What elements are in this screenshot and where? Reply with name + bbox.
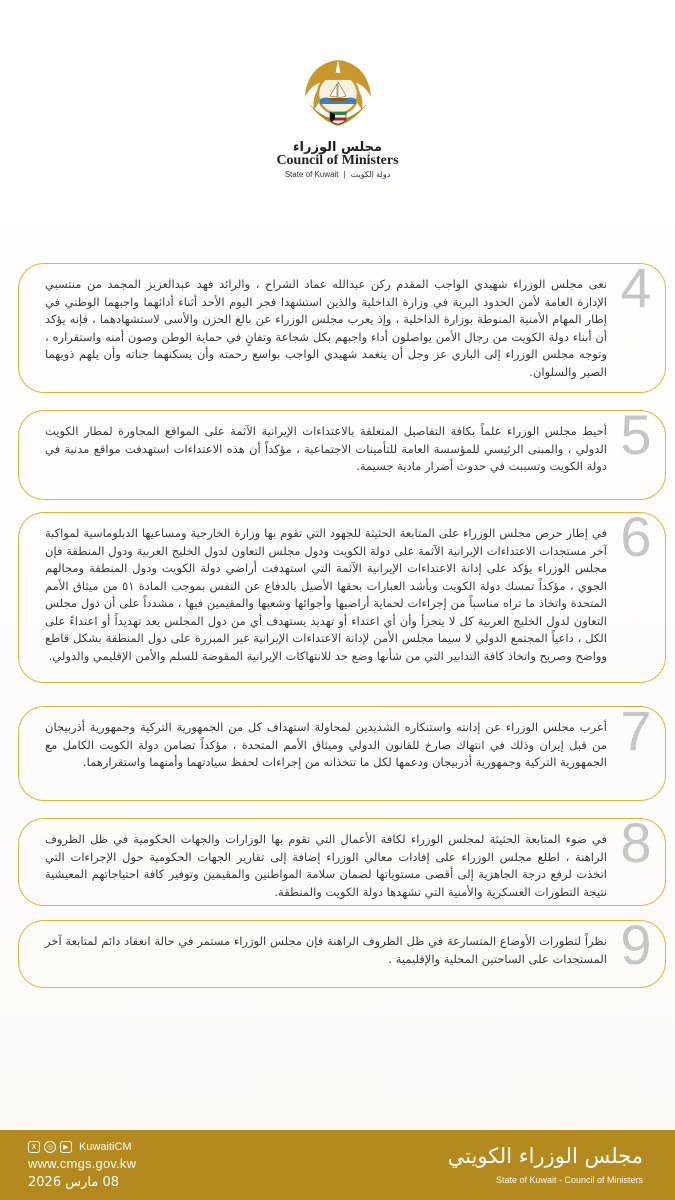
x-icon[interactable]: X	[28, 1141, 40, 1153]
header-title-ar: مجلس الوزراء	[292, 140, 383, 155]
footer-bar	[0, 1130, 675, 1200]
footer-title-ar: مجلس الوزراء الكويتي	[447, 1144, 643, 1168]
social-links	[28, 1141, 132, 1153]
header-state-en: State of Kuwait	[284, 170, 339, 179]
item-text: نعى مجلس الوزراء شهيدي الواجب المقدم ركن عبدالله عماد الشراح ، والرائد فهد عبدالعزيز المجمد من منتسبي الإدارة العامة لأمن الحدود البرية في وزارة الداخلية والذين استشهدا فجر اليوم الأحد أثناء أدائهما واجبهما الوطني في إطار المهام الأمنية المنوطة بوزارة الداخلية ، وإذ يعرب مجلس الوزراء عن بالغ الحزن والأسى لاستشهادهما ، فإنه يؤكد أن أبناء دولة الكويت من رجال الأمن يواصلون أداء واجبهم بكل شجاعة وتفانٍ في حماية الوطن وصون أمنه واستقراره ، وتوجه مجلس الوزراء إلى الباري عز وجل أن يتغمد شهيدي الواجب بواسع رحمته وأن يسكنهما جناته وأن يلهم ذويهما الصبر والسلوان.	[45, 277, 607, 379]
item-number: 8	[620, 811, 652, 874]
item-number: 4	[620, 256, 652, 319]
item-number: 6	[620, 505, 652, 568]
header-title-en: Council of Ministers	[276, 153, 399, 168]
header-separator: |	[343, 170, 346, 179]
item-text: في إطار حرص مجلس الوزراء على المتابعة الحثيثة للجهود التي تقوم بها وزارة الخارجية ومساعيها الدبلوماسية لمواكبة آخر مستجدات الاعتداءات الإيرانية الآثمة على دولة الكويت ودول مجلس التعاون لدول الخليج العربية ودول المنطقة فإن مجلس الوزراء يؤكد على إدانة الاعتداءات الإيرانية الآثمة التي استهدفت أراضي دولة الكويت ودول المنطقة ومجالهم الجوي ، مؤكداً تمسك دولة الكويت وبأشد العبارات بحقها الأصيل بالدفاع عن النفس بموجب المادة ٥١ من ميثاق الأمم المتحدة واتخاذ ما تراه مناسباً من إجراءات لحماية أراضيها وأجوائها وشعبها والمقيمين فيها ، مشدداً على أن دول مجلس التعاون لدول الخليج العربية كل لا يتجزأ وأن أي اعتداء أو تهديد يستهدف أي من دول المجلس يعد تهديداً أو اعتداءً على الكل ، داعياً المجتمع الدولي لا سيما مجلس الأمن لإدانة الاعتداءات الإيرانية غير المبررة على دول المنطقة بشكل قاطع وواضح وصريح واتخاذ كافة التدابير التي من شأنها وضع حد للانتهاكات الإيرانية المقوضة للسلم والأمن الإقليمي والدولي.	[45, 526, 607, 663]
header-state-ar: دولة الكويت	[350, 170, 391, 179]
header-state-line	[0, 170, 675, 179]
footer-subtitle-en: State of Kuwait - Council of Ministers	[495, 1175, 643, 1185]
kuwait-emblem-icon	[288, 42, 388, 142]
decision-item-6	[18, 505, 666, 683]
website-link[interactable]: www.cmgs.gov.kw	[28, 1156, 137, 1171]
decision-item-7	[18, 699, 666, 801]
decision-item-9	[18, 913, 666, 988]
social-handle[interactable]: KuwaitiCM	[79, 1141, 132, 1153]
item-number: 5	[620, 403, 652, 466]
item-text: نظراً لتطورات الأوضاع المتسارعة في ظل الظروف الراهنة فإن مجلس الوزراء مستمر في حالة انعقاد دائم لمتابعة آخر المستجدات على الساحتين المحلية والإقليمية .	[45, 934, 607, 966]
item-text: في ضوء المتابعة الحثيثة لمجلس الوزراء لكافة الأعمال التي تقوم بها الوزارات والجهات الحكومية في ظل الظروف الراهنة ، اطلع مجلس الوزراء على إفادات معالي الوزراء إضافة إلى تقارير الجهات الحكومية حول الإجراءات التي اتخذت لرفع درجة الجاهزية إلى أقصى مستوياتها لضمان سلامة المواطنين والمقيمين وتوفير كافة احتياجاتهم المعيشية نتيجة التطورات العسكرية والأمنية التي تشهدها دولة الكويت والمنطقة.	[45, 832, 607, 899]
instagram-icon[interactable]: ◎	[44, 1141, 56, 1153]
item-text: أعرب مجلس الوزراء عن إدانته واستنكاره الشديدين لمحاولة استهداف كل من الجمهورية التركية وجمهورية أذربيجان من قبل إيران وذلك في انتهاك صارخ للقانون الدولي وميثاق الأمم المتحدة ، مؤكداً تضامن دولة الكويت الكامل مع الجمهورية التركية وجمهورية أذربيجان ودعمها لكل ما تتخذانه من إجراءات لحفظ سيادتهما وأمنهما واستقرارهما.	[45, 720, 607, 769]
item-text: أحيط مجلس الوزراء علماً بكافة التفاصيل المتعلقة بالاعتداءات الإيرانية الآثمة على المواقع المجاورة لمطار الكويت الدولي ، والمبنى الرئيسي للمؤسسة العامة للتأمينات الاجتماعية ، مؤكداً أن هذه الاعتداءات استهدفت مواقع مدنية في دولة الكويت وتسببت في حدوث أضرار مادية جسيمة.	[45, 424, 607, 473]
item-number: 9	[620, 913, 652, 976]
decision-item-8	[18, 811, 666, 906]
item-number: 7	[620, 699, 652, 762]
decision-item-4	[18, 256, 666, 393]
youtube-icon[interactable]: ▶	[60, 1141, 72, 1153]
publish-date: 08 مارس 2026	[28, 1175, 119, 1190]
decision-item-5	[18, 403, 666, 500]
